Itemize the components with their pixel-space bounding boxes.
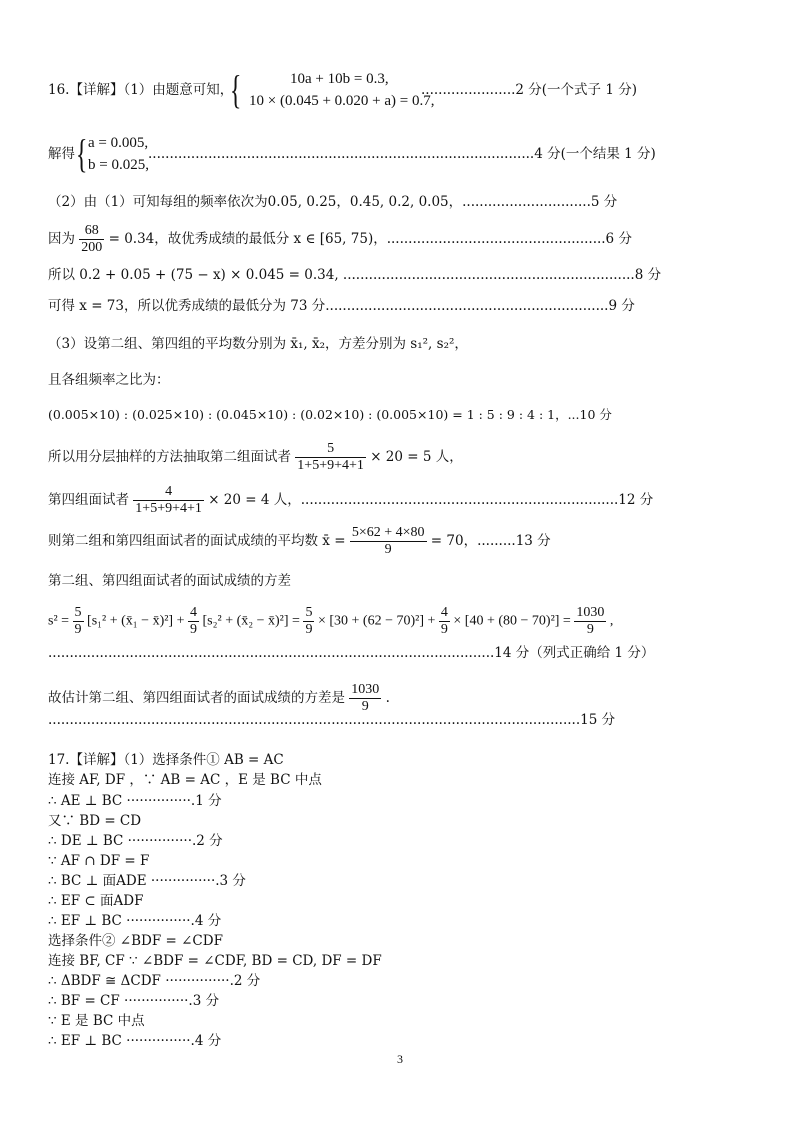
part2-line4: 可得 x = 73，所以优秀成绩的最低分为 73 分..................................................................9 分 [48,298,635,314]
part3-line5 [48,484,653,517]
system-equation-1: 10a + 10b = 0.3, [290,71,389,87]
system-brace: { [229,67,242,112]
result-b: b = 0.025, [88,157,149,173]
q17-line9: ∴ EF ⊥ BC ···············.4 分 [48,913,222,929]
part3-line6 [48,525,551,558]
q17-line6: ∵ AF ∩ DF = F [48,853,150,869]
frac-num: 68 [79,223,104,240]
system-equation-2: 10 × (0.045 + 0.020 + a) = 0.7, [249,93,435,109]
q17-line14: ∵ E 是 BC 中点 [48,1013,145,1029]
part2-line3: 所以 0.2 + 0.05 + (75 − x) × 0.045 = 0.34, ....................................................................8 分 [48,267,662,283]
q16-heading: 16.【详解】（1）由题意可知， [48,82,234,98]
frac-num: 1030 [351,682,380,697]
part3-line11: ............................................................................................................................15 分 [48,712,616,728]
frac-num: 4 [190,605,197,620]
frac-den: 9 [586,622,594,637]
q17-line12: ∴ ΔBDF ≅ ΔCDF ···············.2 分 [48,973,261,989]
q17-line15: ∴ EF ⊥ BC ···············.4 分 [48,1033,222,1049]
solve-label: 解得 [48,146,75,162]
frac-num: 5 [305,605,313,620]
q17-line5: ∴ DE ⊥ BC ···············.2 分 [48,833,223,849]
part2-line2-post: = 0.34，故优秀成绩的最低分 x ∈ [65, 75)，...................................................6 分 [108,231,632,247]
var-term-3: × [30 + (62 − 70)²] + [317,613,436,629]
frac-den: 9 [361,699,369,714]
q17-line7: ∴ BC ⊥ 面ADE ···············.3 分 [48,873,246,889]
frac-den: 1+5+9+4+1 [135,501,202,516]
part3-line7: 第二组、第四组面试者的面试成绩的方差 [48,573,291,589]
frac-den: 9 [190,622,197,637]
part3-line6-post: = 70，.........13 分 [430,533,551,549]
frac-den: 9 [305,622,313,637]
part3-ratio: (0.005×10) : (0.025×10) : (0.045×10) : (0.02×10) : (0.005×10) = 1 : 5 : 9 : 4 : 1，...10 分 [48,407,612,422]
q17-line8: ∴ EF ⊂ 面ADF [48,893,144,909]
part3-line9: ........................................................................................................14 分（列式正确给 1 分） [48,645,655,661]
fraction-mean [350,525,427,558]
variance-formula [48,605,613,638]
part3-line4-post: × 20 = 5 人， [370,449,463,465]
frac-den: 9 [384,542,392,557]
frac-num: 5 [295,441,366,458]
frac-den: 1+5+9+4+1 [297,458,364,473]
part3-line6-pre: 则第二组和第四组面试者的面试成绩的平均数 x̄ = [48,533,346,549]
q17-line13: ∴ BF = CF ···············.3 分 [48,993,220,1009]
part3-line5-post: × 20 = 4 人，..........................................................................12 分 [208,492,654,508]
frac-num: 4 [133,484,204,501]
q17-line3: ∴ AE ⊥ BC ···············.1 分 [48,793,222,809]
var-comma: , [609,613,614,629]
q17-line2: 连接 AF, DF ，∵ AB = AC ，E 是 BC 中点 [48,772,322,788]
part3-line10-post: . [385,690,390,706]
fraction-5-sum [295,441,366,474]
part3-line4-pre: 所以用分层抽样的方法抽取第二组面试者 [48,449,291,465]
var-frac-3 [303,605,314,638]
score-note-2: ......................2 分(一个式子 1 分) [421,82,637,98]
part3-line2: 且各组频率之比为： [48,372,170,388]
part3-line4 [48,441,463,474]
part3-line5-pre: 第四组面试者 [48,492,129,508]
q17-line11: 连接 BF, CF ∵ ∠BDF = ∠CDF, BD = CD, DF = DF [48,953,382,969]
frac-num: 1030 [576,605,605,620]
var-term-2: [s₂² + (x̄₂ − x̄)²] = [202,613,300,629]
fraction-68-200 [79,223,104,256]
frac-num: 4 [440,605,448,620]
frac-den: 9 [440,622,448,637]
score-note-4: ..........................................................................................4 分(一个结果 1 分) [148,146,656,162]
result-brace: { [75,131,88,176]
frac-den: 200 [81,240,103,255]
q17-line4: 又∵ BD = CD [48,813,142,829]
result-a: a = 0.005, [88,135,149,151]
var-term-4: × [40 + (80 − 70)²] = [453,613,571,629]
var-frac-2 [188,605,199,638]
frac-num: 5×62 + 4×80 [351,525,425,540]
frac-num: 5 [74,605,82,620]
var-lhs: s² = [48,613,70,629]
var-frac-4 [439,605,450,638]
var-frac-1 [73,605,84,638]
part2-line2 [48,223,632,256]
part2-line1: （2）由（1）可知每组的频率依次为0.05, 0.25，0.45, 0.2, 0.05，..............................5 分 [48,194,618,210]
var-frac-result [574,605,606,638]
fraction-4-sum [133,484,204,517]
part2-line2-pre: 因为 [48,231,75,247]
part3-line10-pre: 故估计第二组、第四组面试者的面试成绩的方差是 [48,690,345,706]
frac-den: 9 [74,622,82,637]
part3-line1: （3）设第二组、第四组的平均数分别为 x̄₁, x̄₂，方差分别为 s₁², s₂²， [48,336,468,352]
q17-heading: 17.【详解】（1）选择条件① AB = AC [48,752,284,768]
q17-line10: 选择条件② ∠BDF = ∠CDF [48,933,223,949]
page-number: 3 [397,1052,403,1066]
var-term-1: [s₁² + (x̄₁ − x̄)²] + [87,613,185,629]
